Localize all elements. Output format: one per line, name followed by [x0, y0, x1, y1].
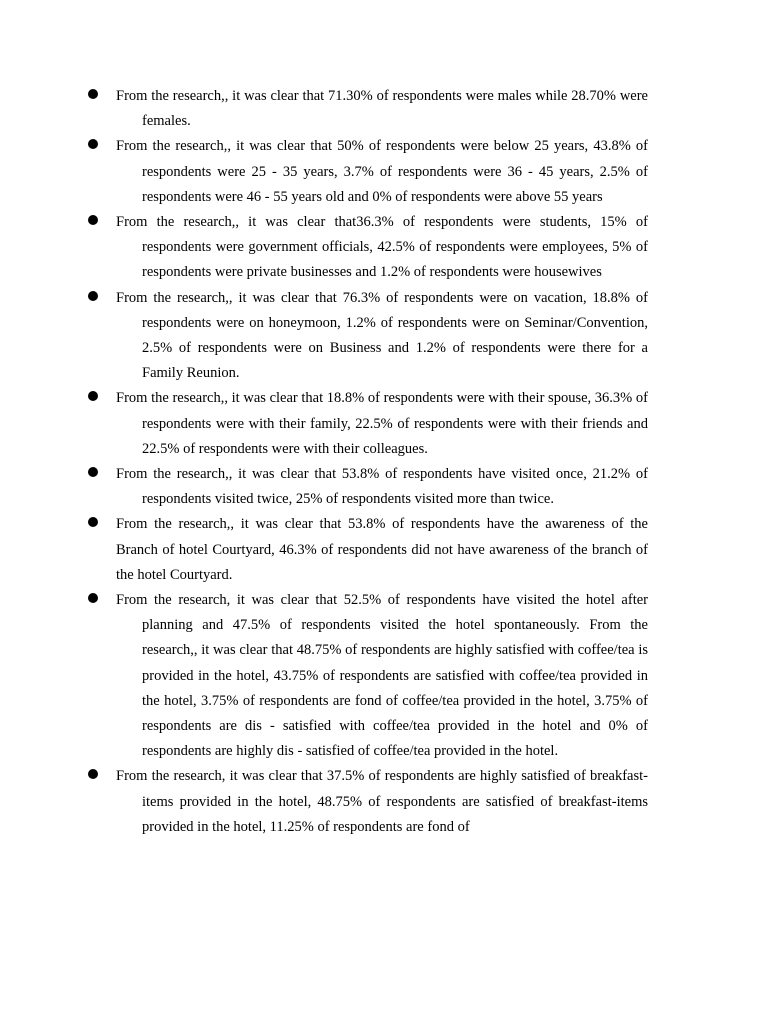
finding-text: From the research,, it was clear that 76.3% of respondents were on vacation, 18.8% of respondents were on honeymoon, 1.2% of respondents were on Seminar/Convention, 2.5% of respondents were on Business and 1.2% of respondents were there for a Family Reunion.	[116, 289, 648, 382]
bullet-icon	[88, 769, 98, 779]
finding-text: From the research,, it was clear that 53.8% of respondents have visited once, 21.2% of respondents visited twice, 25% of respondents visited more than twice.	[116, 466, 648, 508]
bullet-icon	[88, 391, 98, 401]
finding-text: From the research,, it was clear that 18.8% of respondents were with their spouse, 36.3% of respondents were with their family, 22.5% of respondents were with their friends and 22.5% of respondents were with their colleagues.	[116, 390, 648, 457]
finding-text: From the research,, it was clear that36.3% of respondents were students, 15% of respondents were government officials, 42.5% of respondents were employees, 5% of respondents were private businesses and 1.2% of respondents were housewives	[116, 214, 648, 281]
list-item	[88, 764, 648, 840]
bullet-icon	[88, 291, 98, 301]
bullet-icon	[88, 89, 98, 99]
finding-text: From the research,, it was clear that 71.30% of respondents were males while 28.70% were females.	[116, 88, 648, 130]
list-item	[88, 84, 648, 134]
bullet-icon	[88, 593, 98, 603]
bullet-icon	[88, 215, 98, 225]
list-item	[88, 210, 648, 286]
list-item	[88, 512, 648, 588]
bullet-icon	[88, 467, 98, 477]
list-item	[88, 134, 648, 210]
finding-text: From the research, it was clear that 37.5% of respondents are highly satisfied of breakfast-items provided in the hotel, 48.75% of respondents are satisfied of breakfast-items provided in the hotel, 11.25% of respondents are fond of	[116, 768, 648, 835]
list-item	[88, 386, 648, 462]
bullet-icon	[88, 517, 98, 527]
finding-text: From the research,, it was clear that 50% of respondents were below 25 years, 43.8% of respondents were 25 - 35 years, 3.7% of respondents were 36 - 45 years, 2.5% of respondents were 46 - 55 years old and 0% of respondents were above 55 years	[116, 138, 648, 205]
finding-text: From the research,, it was clear that 53.8% of respondents have the awareness of the Branch of hotel Courtyard, 46.3% of respondents did not have awareness of the branch of the hotel Courtyard.	[116, 516, 648, 583]
bullet-icon	[88, 139, 98, 149]
list-item	[88, 588, 648, 764]
finding-text: From the research, it was clear that 52.5% of respondents have visited the hotel after planning and 47.5% of respondents visited the hotel spontaneously. From the research,, it was clear that 48.75% of respondents are highly satisfied with coffee/tea is provided in the hotel, 43.75% of respondents are satisfied with coffee/tea provided in the hotel, 3.75% of respondents are fond of coffee/tea provided in the hotel, 3.75% of respondents are dis - satisfied with coffee/tea provided in the hotel and 0% of respondents are highly dis - satisfied of coffee/tea provided in the hotel.	[116, 592, 648, 760]
list-item	[88, 286, 648, 387]
list-item	[88, 462, 648, 512]
findings-list	[88, 84, 648, 840]
